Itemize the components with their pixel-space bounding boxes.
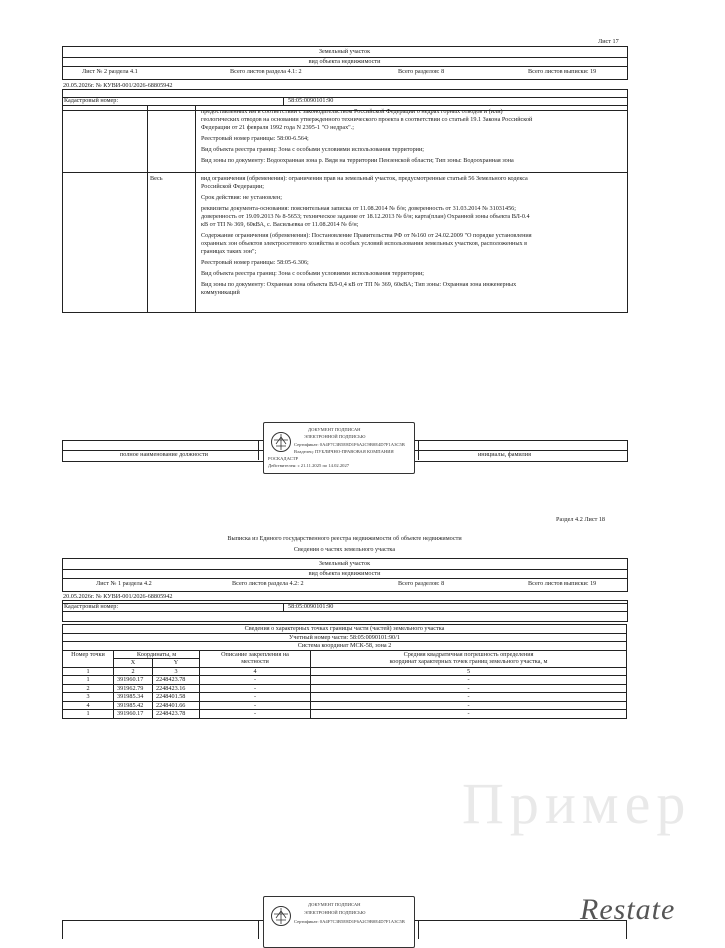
object-kind: вид объекта недвижимости [308,58,381,65]
stamp-line: Действителен: с 21.11.2025 по 14.02.2027 [268,463,350,468]
sections-total: Всего разделов: 8 [398,68,445,75]
date-number-2: 20.05.2026г. № КУВИ-001/2026-68805942 [63,593,173,600]
stamp-line: ДОКУМЕНТ ПОДПИСАН [308,902,361,907]
sections-total-2: Всего разделов: 8 [398,580,445,587]
point-y: 2248423.78 [153,676,200,685]
col-index: 4 [200,667,311,676]
point-error: - [311,684,627,693]
parts-heading: Сведения о частях земельного участка [293,546,396,553]
object-title: Земельный участок [318,48,371,55]
col-point-number: Номер точки [63,650,114,667]
e-signature-stamp [263,422,415,474]
point-x: 391985.42 [114,701,153,710]
point-error: - [311,710,627,719]
table-row [63,684,627,693]
section-sheets-total-2: Всего листов раздела 4.2: 2 [232,580,304,587]
col-y: Y [153,659,200,668]
text-line: Вид зоны по документу: Охранная зона объекта ВЛ-0,4 кВ от ТП № 369, 60кВА; Тип зоны: Охранная зона инженерных [201,281,517,288]
text-line: коммуникаций [201,289,240,296]
point-description: - [200,710,311,719]
boundary-points-table [62,624,627,719]
extract-sheets-total: Всего листов выписки: 19 [528,68,597,75]
point-number: 2 [63,684,114,693]
points-table-title: Сведения о характерных точках границы части (частей) земельного участка [63,625,627,634]
col-description: Описание закрепления на местности [200,650,311,667]
cadastral-label: Кадастровый номер: [64,97,119,104]
point-number: 1 [63,676,114,685]
point-y: 2248401.66 [153,701,200,710]
col-index: 5 [311,667,627,676]
scope-label: Весь [150,175,163,182]
extract-heading: Выписка из Единого государственного реестра недвижимости об объекте недвижимости [227,535,462,542]
point-y: 2248423.78 [153,710,200,719]
text-line: предоставленных им в соответствии с законодательством Российской Федерации о недрах горных отводов и (или) [201,108,503,115]
point-number: 4 [63,701,114,710]
table-row [63,676,627,685]
emblem-icon [270,431,292,453]
position-caption: полное наименование должности [120,451,208,458]
part-account-number: Учетный номер части: 58:05:0090101:90/1 [63,633,627,642]
stamp-line: Сертификат: 0A4F7C3B5E8D1F6A2C9B0E4D7F1A3C5B [294,919,405,924]
text-line: границах таких зон"; [201,248,257,255]
point-description: - [200,693,311,702]
text-line: Федерации от 21 февраля 1992 года N 2395-1 "О недрах".; [201,124,354,131]
section-sheets-total: Всего листов раздела 4.1: 2 [230,68,302,75]
text-line: Реестровый номер границы: 58:00-6.564; [201,135,309,142]
stamp-line: ДОКУМЕНТ ПОДПИСАН [308,427,361,432]
object-title-2: Земельный участок [318,560,371,567]
object-kind-2: вид объекта недвижимости [308,570,381,577]
point-x: 391985.34 [114,693,153,702]
text-line: охранных зон объектов электросетевого хозяйства и особых условий использования земельных участков, расположенных в [201,240,528,247]
sheet-of-section-2: Лист № 1 раздела 4.2 [96,580,152,587]
stamp-line: Сертификат: 0A4F7C3B5E8D1F6A2C9B0E4D7F1A3C5B [294,442,405,447]
point-x: 391960.17 [114,710,153,719]
cadastral-value-2: 58:05:0090101:90 [288,603,334,610]
point-error: - [311,701,627,710]
text-line: Реестровый номер границы: 58:05-6.306; [201,259,309,266]
stamp-line: Владелец: ПУБЛИЧНО-ПРАВОВАЯ КОМПАНИЯ [294,449,394,454]
coordinate-system: Система координат МСК-58, зона 2 [63,642,627,651]
section-sheet-number: Раздел 4.2 Лист 18 [556,516,606,523]
name-caption: инициалы, фамилия [478,451,531,458]
col-index: 3 [153,667,200,676]
text-line: Содержание ограничения (обременения): Постановление Правительства РФ от №160 от 24.02.2009 "О порядке установления [201,232,532,239]
restriction-block-2 [201,175,532,297]
e-signature-stamp-2 [263,896,415,948]
col-index: 2 [114,667,153,676]
text-line: вид ограничения (обременения): ограничения прав на земельный участок, предусмотренные статьей 56 Земельного кодекса [201,175,528,182]
table-row [63,710,627,719]
point-error: - [311,693,627,702]
point-description: - [200,676,311,685]
point-description: - [200,701,311,710]
sheet-number: Лист 17 [598,38,619,45]
text-line: реквизиты документа-основания: пояснительная записка от 11.08.2014 № б/н; доверенность от 31.03.2014 № 31031456; [201,205,516,212]
point-description: - [200,684,311,693]
emblem-icon [270,905,292,927]
point-number: 1 [63,710,114,719]
point-y: 2248423.16 [153,684,200,693]
restriction-block-1 [201,108,532,165]
sheet-of-section: Лист № 2 раздела 4.1 [82,68,138,75]
stamp-line: ЭЛЕКТРОННОЙ ПОДПИСЬЮ [304,910,366,915]
text-line: Вид зоны по документу: Водоохранная зона р. Вядя на территории Пензенской области; Тип зоны: Водоохранная зона [201,157,514,164]
text-line: кВ от ТП № 369, 60кВА, с. Васильевка от 11.08.2014 № б/н; [201,221,359,228]
watermark: Пример [462,771,692,836]
point-x: 391962.79 [114,684,153,693]
text-line: Российской Федерации; [201,183,264,190]
point-x: 391960.17 [114,676,153,685]
text-line: Вид объекта реестра границ: Зона с особыми условиями использования территории; [201,270,425,277]
stamp-line: РОСКАДАСТР [268,456,299,461]
restate-logo: Restate [580,893,676,926]
cadastral-label-2: Кадастровый номер: [64,603,119,610]
col-coordinates: Координаты, м [114,650,200,659]
extract-sheets-total-2: Всего листов выписки: 19 [528,580,597,587]
text-line: доверенность от 19.09.2013 № 8-5653; техническое задание от 18.12.2013 № б/н; карта(план) Охранной зоны объекта ВЛ-0.4 [201,213,530,220]
table-row [63,701,627,710]
point-error: - [311,676,627,685]
col-error: Средняя квадратичная погрешность определения координат характерных точек границ земельного участка, м [311,650,627,667]
text-line: геологических отводов на основании утвержденного технического проекта в соответствии со статьей 19.1 Закона Российской [201,116,533,123]
table-row [63,693,627,702]
col-index: 1 [63,667,114,676]
point-y: 2248401.58 [153,693,200,702]
date-number: 20.05.2026г. № КУВИ-001/2026-68805942 [63,82,173,89]
col-x: X [114,659,153,668]
stamp-line: ЭЛЕКТРОННОЙ ПОДПИСЬЮ [304,434,366,439]
text-line: Вид объекта реестра границ: Зона с особыми условиями использования территории; [201,146,425,153]
text-line: Срок действия: не установлен; [201,194,282,201]
point-number: 3 [63,693,114,702]
cadastral-value: 58:05:0090101:90 [288,97,334,104]
